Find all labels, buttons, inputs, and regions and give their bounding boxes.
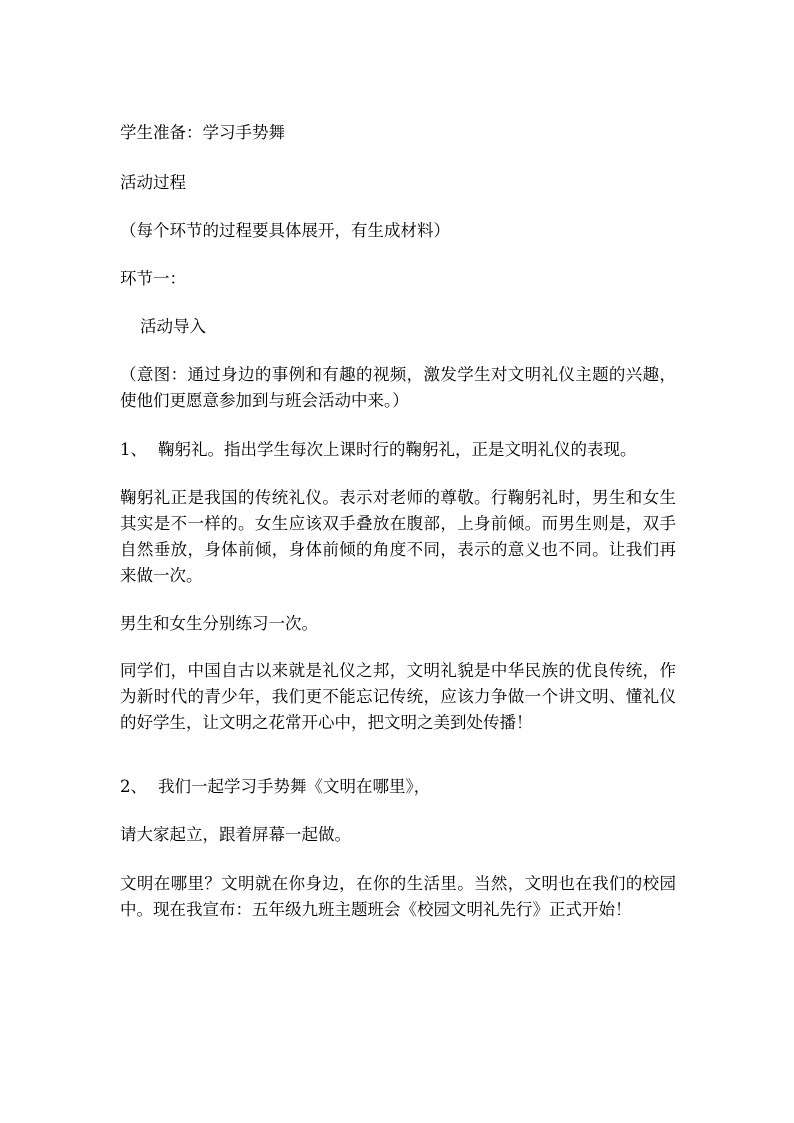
intro-title: 活动导入 (140, 317, 206, 336)
item-two (120, 774, 430, 800)
item-one-text: 鞠躬礼。指出学生每次上课时行的鞠躬礼，正是文明礼仪的表现。 (158, 440, 637, 459)
item-one (120, 437, 637, 463)
process-note: （每个环节的过程要具体展开，有生成材料） (120, 221, 450, 240)
bow-paragraph: 鞠躬礼正是我国的传统礼仪。表示对老师的尊敬。行鞠躬礼时，男生和女生其实是不一样的。女生应该双手叠放在腹部，上身前倾。而男生则是，双手自然垂放，身体前倾，身体前倾的角度不同，表示的意义也不同。让我们再来做一次。 (120, 488, 676, 585)
item-one-number: 1、 (120, 440, 147, 459)
practice-line: 男生和女生分别练习一次。 (120, 614, 318, 633)
closing-paragraph: 文明在哪里？文明就在你身边，在你的生活里。当然，文明也在我们的校园中。现在我宣布：五年级九班主题班会《校园文明礼先行》正式开始！ (120, 874, 676, 919)
student-prep-line: 学生准备：学习手势舞 (120, 123, 285, 142)
standup-line: 请大家起立，跟着屏幕一起做。 (120, 825, 351, 844)
process-heading: 活动过程 (120, 173, 186, 192)
section-one-heading: 环节一： (120, 269, 186, 288)
classmates-paragraph: 同学们，中国自古以来就是礼仪之邦，文明礼貌是中华民族的优良传统，作为新时代的青少年，我们更不能忘记传统，应该力争做一个讲文明、懂礼仪的好学生，让文明之花常开心中，把文明之美到处传播！ (120, 661, 676, 732)
intent-paragraph: （意图：通过身边的事例和有趣的视频，激发学生对文明礼仪主题的兴趣，使他们更愿意参加到与班会活动中来。） (120, 365, 676, 410)
item-two-text: 我们一起学习手势舞《文明在哪里》， (158, 777, 431, 796)
item-two-number: 2、 (120, 777, 147, 796)
